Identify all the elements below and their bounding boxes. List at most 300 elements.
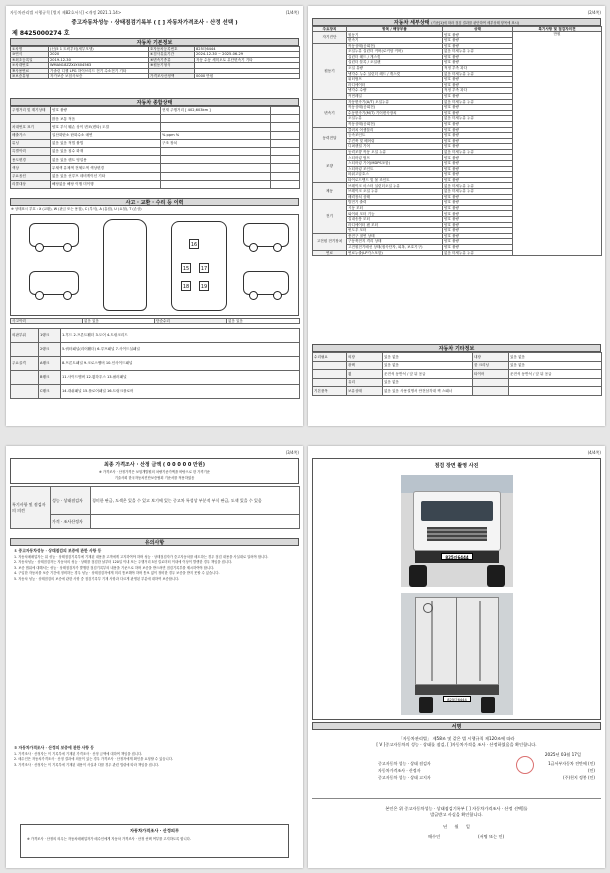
- device-group-label: 동력전달: [313, 127, 347, 149]
- inspector-label: 성능 · 상태점검자: [51, 487, 91, 515]
- parts-rank-row: [11, 343, 300, 357]
- appraiser-label: 가격 · 조사산정자: [51, 515, 91, 529]
- device-status: 양호 불량: [443, 244, 513, 250]
- detail-row: [313, 32, 602, 38]
- device-status: 적정 부족 과다: [443, 65, 513, 71]
- page-2-detail-status: [308, 6, 605, 426]
- notice-paragraph: 4. 구입한 자동차를 보증 기간에 정비하는 경우 성능 · 상태점검자에게 미리 통보해야 하며 통보 없이 정비한 경우 보증을 받지 못할 수 있습니다.: [14, 571, 220, 576]
- divider: [312, 798, 601, 799]
- final-price-note: ※ 가격조사 · 산정가격은 보험개발원의 차량기준가액을 바탕으로 한 가격기준: [99, 470, 210, 474]
- final-price-box: [10, 458, 299, 484]
- field-label: ③연식: [11, 52, 49, 57]
- device-item-label: 연료누출(LP가스포함): [347, 250, 443, 256]
- other-info-row: [313, 370, 602, 379]
- device-item-label: 실린더 블록 / 오일팬: [347, 60, 443, 66]
- status-value: [271, 172, 300, 180]
- notice-subtitle: ① 중고자동차성능 · 상태점검의 보증에 관한 사항 등: [14, 548, 102, 553]
- accident-label: 사고이력: [11, 319, 83, 324]
- appraiser-opinion: [91, 515, 300, 529]
- overall-status-row: [11, 156, 300, 164]
- signature-date: 2025년 03월 17일: [544, 752, 581, 757]
- device-status: 양호 불량: [443, 127, 513, 133]
- status-value: 없음 있음 적법 불법: [51, 139, 161, 147]
- device-item-label: 충전구 절연 상태: [347, 233, 443, 239]
- other-item: 외장: [347, 353, 383, 362]
- status-value: 무채색 유채색 전체도색 색상변경: [51, 164, 161, 172]
- overall-status-row: [11, 131, 300, 139]
- device-item-label: 워터펌프: [347, 77, 443, 83]
- photo-section-title: 점검 장면 촬영 사진: [434, 463, 479, 469]
- status-value: [271, 131, 300, 139]
- device-status: 양호 불량: [443, 211, 513, 217]
- other-value: 운전석 동반석 / 앞 뒤 응급: [509, 370, 602, 379]
- device-status: 없음 미세누유 누유: [443, 49, 513, 55]
- wheel-icon: [63, 243, 72, 252]
- special-notes-label: 특기사항 및 점검자의 의견: [11, 487, 51, 529]
- other-item: 내장: [473, 353, 509, 362]
- device-item-label: 냉각수 누수 실린더 헤드 / 개스킷: [347, 71, 443, 77]
- status-value: [161, 172, 271, 180]
- overall-status-row: [11, 139, 300, 147]
- overall-status-table: [10, 106, 300, 189]
- notice-paragraph: 1. 자동차매매업자는 위 성능 · 상태점검기록부에 기재된 내용을 고객에게 고지하여야 하며 성능 · 상태점검자가 중고자동차를 매도하는 경우 점검 내용을 사실대로 알려야 합니다.: [14, 554, 269, 559]
- receipt-statement: [316, 806, 597, 818]
- status-value: [161, 147, 271, 155]
- device-status: 없음 미세누유 누유: [443, 250, 513, 256]
- appraisal-duty-title: 자동차가격조사 · 산정의무: [129, 828, 179, 833]
- other-group: 기본품목: [313, 387, 347, 396]
- receipt-statement-line: 발급받고 사실을 확인합니다.: [430, 812, 483, 817]
- device-item-label: 커먼레일: [347, 93, 443, 99]
- device-status: 양호 불량: [443, 82, 513, 88]
- other-group: [313, 378, 347, 387]
- signer-role: 중고자동차 성능 · 상태 고지자: [378, 775, 431, 780]
- document-title: 중고자동차성능 · 상태점검기록부 ( [ ] 자동차가격조사 · 산정 선택 ): [71, 20, 238, 26]
- device-item-label: 오일 유량: [347, 65, 443, 71]
- other-item: 보유상태: [347, 387, 383, 396]
- other-item: [473, 378, 509, 387]
- parts-rank-table: [10, 328, 300, 399]
- receipt-signer: 매수인: [428, 834, 441, 839]
- part-rank: 1랭크: [39, 329, 61, 343]
- device-item-label: 냉각수 수량: [347, 88, 443, 94]
- signer-name: (인): [588, 768, 595, 773]
- device-status: 양호 불량: [443, 110, 513, 116]
- status-value: [161, 180, 271, 188]
- field-value: 자가보증 보험사보증: [49, 74, 149, 79]
- truck-rear-photo: [401, 593, 513, 715]
- status-value: [161, 164, 271, 172]
- part-rank: A랭크: [39, 357, 61, 371]
- wheel-icon: [35, 243, 44, 252]
- device-item-label: 브레이크 오일 누유: [347, 189, 443, 195]
- basic-info-table: [10, 46, 300, 79]
- device-item-label: 실내송풍 모터: [347, 217, 443, 223]
- status-label: 리콜대상: [11, 180, 51, 188]
- other-info-row: [313, 387, 602, 396]
- signer-name: 1급서부자동차 전만에 (인): [548, 761, 595, 766]
- status-label: 주행거리 및 계기상태: [11, 107, 51, 115]
- device-item-label: 오일누유 실린더 커버(로커암 커버): [347, 49, 443, 55]
- accident-label: 단순수리: [155, 319, 227, 324]
- device-item-label: 브레이크 마스터 실린더오일 누유: [347, 183, 443, 189]
- device-status: 양호 불량: [443, 138, 513, 144]
- other-group: [313, 361, 347, 370]
- other-value: 있음 없음: [509, 361, 602, 370]
- status-value: [271, 164, 300, 172]
- other-item: 광택: [347, 361, 383, 370]
- page-4-photo-signature: [308, 446, 605, 868]
- license-plate: 825더6444: [443, 696, 471, 702]
- signer-role: 자동차가격조사 · 산정자: [378, 768, 421, 773]
- column-header: 상태: [443, 27, 513, 32]
- device-status: 없음 미세누유 누유: [443, 183, 513, 189]
- other-value: [509, 378, 602, 387]
- accident-value: 없음 있음: [83, 319, 155, 324]
- device-item-label: 자동변속기(A/T) 오일누유: [347, 99, 443, 105]
- signature-statement-line: 「자동차관리법」 제58조 및 같은 법 시행규칙 제120조에 따라: [398, 736, 515, 741]
- device-item-label: 스티어링 조인트: [347, 166, 443, 172]
- status-value: 현재 주행거리 [ 402,603km ]: [161, 107, 271, 115]
- field-label: ⑧원동기형식: [149, 63, 195, 68]
- basic-info-title: 자동차 기본정보: [10, 38, 299, 46]
- page-3-price-notice: [6, 446, 303, 868]
- device-item-label: 고전원전기배선 상태(접속단자, 피복, 보호기구): [347, 244, 443, 250]
- status-value: [271, 115, 300, 123]
- device-status: 양호 불량: [443, 222, 513, 228]
- final-price-standard: 기술사회 한국자동차진단보증협회 기준서를 적용하였음: [114, 476, 195, 480]
- other-info-row: [313, 361, 602, 370]
- other-item: [473, 387, 509, 396]
- device-status: 양호 불량: [443, 172, 513, 178]
- status-value: [161, 123, 271, 131]
- device-item-label: 파워고압호스: [347, 172, 443, 178]
- device-group-label: 조향: [313, 149, 347, 183]
- form-reference: 자동차관리법 시행규칙 [별지 제82호서식] <개정 2021.1.14>: [10, 10, 122, 15]
- device-group-label: 고전원 전기장치: [313, 233, 347, 250]
- device-group-label: 변속기: [313, 99, 347, 127]
- wheel-icon: [63, 291, 72, 300]
- part-group: [11, 343, 39, 357]
- part-rank: B랭크: [39, 371, 61, 385]
- field-value: WMAN18ZZXLY404563: [49, 63, 149, 68]
- detail-status-title: 자동차 세부상태 (기준[1]에 따라 점검 결과를 판단하여 세부상태 항목에 표시): [312, 18, 601, 26]
- device-item-label: 작동상태(공회전): [347, 121, 443, 127]
- device-item-label: 와이퍼 모터 기능: [347, 211, 443, 217]
- status-value: 없음 있음 침수 화재: [51, 147, 161, 155]
- device-status: 양호 불량: [443, 32, 513, 38]
- seal-stamp-icon: [516, 756, 534, 774]
- license-plate: 825더6444: [441, 553, 473, 560]
- field-value: (신)5 1 트럭부터(세부모델): [49, 47, 149, 52]
- device-item-label: 시동 모터: [347, 205, 443, 211]
- signer-row: [378, 774, 595, 781]
- car-top-view: [103, 219, 147, 311]
- accident-history-table: [10, 318, 300, 324]
- notice-paragraph: 5. 자동차 성능 · 상태점검의 보증에 관한 사항 중 점검기록부 기재 사항과 다르게 판명된 부분에 대하여 보증합니다.: [14, 576, 180, 581]
- parts-rank-row: [11, 329, 300, 343]
- overall-status-row: [11, 180, 300, 188]
- field-label: ②자동차등록번호: [149, 47, 195, 52]
- notice-section-1: [14, 549, 295, 583]
- status-value: 없음 있음 렌트 영업용: [51, 156, 161, 164]
- status-value: 구조 장치: [161, 139, 271, 147]
- page-number: (1/4쪽): [285, 10, 299, 15]
- device-status: 없음 미세누유 누유: [443, 189, 513, 195]
- parts-rank-row: [11, 357, 300, 371]
- device-status: 양호 불량: [443, 77, 513, 83]
- status-label: [11, 115, 51, 123]
- overall-status-row: [11, 107, 300, 115]
- notice-paragraph: 1. 가격조사 · 산정자는 이 기록부에 기재된 가격조사 · 산정 금액에 대하여 책임을 집니다.: [14, 751, 143, 756]
- other-value: 있음 없음: [509, 353, 602, 362]
- accident-history-title: 사고 · 교환 · 수리 등 이력: [10, 198, 299, 206]
- status-label: 색상: [11, 164, 51, 172]
- device-status: 양호 불량: [443, 194, 513, 200]
- overall-status-row: [11, 115, 300, 123]
- device-item-label: 등속조인트: [347, 133, 443, 139]
- frame-part-number: 19: [199, 281, 209, 291]
- device-group-label: 원동기: [313, 43, 347, 99]
- field-value: 가솔린 디젤 LPG 하이브리드 전기 수소전기 기타: [49, 68, 149, 73]
- other-info-title: 자동차 기타정보: [312, 344, 601, 352]
- part-rank: C랭크: [39, 385, 61, 399]
- device-item-label: 스티어링 펌프: [347, 155, 443, 161]
- device-item-label: 추진축 및 베어링: [347, 138, 443, 144]
- signer-role: 중고자동차 성능 · 상태 점검자: [378, 761, 431, 766]
- page-1-inspection-record: [6, 6, 303, 426]
- status-value: [271, 139, 300, 147]
- field-label: ⑤최초등록일: [11, 57, 49, 62]
- other-group: [313, 370, 347, 379]
- field-label: ⑦차대번호: [11, 63, 49, 68]
- overall-status-row: [11, 123, 300, 131]
- part-list: 8.프론트패널 9.크로스멤버 10.인사이드패널: [61, 357, 300, 371]
- part-group: [11, 385, 39, 399]
- device-status: 양호 불량: [443, 205, 513, 211]
- device-status: 양호 불량: [443, 233, 513, 239]
- device-item-label: 디퍼렌셜 기어: [347, 144, 443, 150]
- vehicle-diagram-area: [10, 214, 299, 316]
- notice-paragraph: 3. 보증 범위에 대해서는 성능 · 상태점검자가 발행한 점검기록부의 내용을 기준으로 하며 보증을 받으려면 점검기록부를 제시하여야 합니다.: [14, 565, 215, 570]
- status-value: 양호 부식 훼손 상이 변조(변타) 도말: [51, 123, 161, 131]
- other-item: 타이어: [473, 370, 509, 379]
- field-value: 2024-12-30 ~ 2025-06-29: [195, 52, 300, 57]
- device-status: 적정 부족 과다: [443, 88, 513, 94]
- field-label: ①차명: [11, 47, 49, 52]
- signer-row: [378, 767, 595, 774]
- basic-info-row: [11, 74, 300, 79]
- device-status: 없음 미세누유 누유: [443, 99, 513, 105]
- other-value: [509, 387, 602, 396]
- inspector-opinion: 경미한 판금, 도색은 있을 수 있고 보기에 있는 중고차 특성상 부분적 부식 판금, 도색 있을 수 있음: [91, 487, 300, 515]
- accident-value: 없음 있음: [227, 319, 300, 324]
- device-item-label: 동력조향 작동 오일 누유: [347, 149, 443, 155]
- device-status: 없음 미세누유 누유: [443, 149, 513, 155]
- field-label: 가격조사산정액: [149, 74, 195, 79]
- accident-history-row: [11, 319, 300, 324]
- device-item-label: 배력장치 상태: [347, 194, 443, 200]
- photo-section: [312, 458, 601, 720]
- device-status: 양호 불량: [443, 43, 513, 49]
- wheel-icon: [249, 291, 258, 300]
- device-status: 양호 불량: [443, 177, 513, 183]
- status-label: 특별이력: [11, 147, 51, 155]
- device-status: 양호 불량: [443, 38, 513, 44]
- field-value: 825더6444: [195, 47, 300, 52]
- device-status: 양호 불량: [443, 200, 513, 206]
- wheel-icon: [273, 243, 282, 252]
- status-label: 용도변경: [11, 156, 51, 164]
- device-item-label: 라디에이터: [347, 82, 443, 88]
- device-item-label: 클러치 어셈블리: [347, 127, 443, 133]
- document-number: 제 8425000274 호: [12, 30, 70, 37]
- field-value: 2020: [49, 52, 149, 57]
- status-value: [271, 123, 300, 131]
- notice-paragraph: 2. 자동차성능 · 상태점검자는 자동차의 성능 · 상태를 점검한 날부터 120일 이내 또는 주행거리 5천 킬로미터 이내에 이상이 발생한 경우 책임을 집니다.: [14, 560, 233, 565]
- field-value: 0000 만원: [195, 74, 300, 79]
- status-value: 없음 있음 선루프 네비게이션 기타: [51, 172, 161, 180]
- status-value: 많음 보통 적음: [51, 115, 161, 123]
- device-group-label: 제동: [313, 183, 347, 200]
- device-item-label: 작동상태(공회전): [347, 105, 443, 111]
- parts-rank-row: [11, 371, 300, 385]
- column-header: 항목 / 해당부품: [347, 27, 443, 32]
- other-info-table: [312, 352, 602, 396]
- status-value: [271, 156, 300, 164]
- device-status: 양호 불량: [443, 60, 513, 66]
- overall-status-row: [11, 164, 300, 172]
- device-status: 양호 불량: [443, 144, 513, 150]
- wheel-icon: [273, 291, 282, 300]
- frame-part-number: 15: [181, 263, 191, 273]
- field-value: 자동 수동 세미오토 무단변속기 기타: [195, 57, 300, 62]
- notice-title: 유의사항: [10, 538, 299, 546]
- device-status: 양호 불량: [443, 155, 513, 161]
- field-label: ⑥변속기종류: [149, 57, 195, 62]
- device-status: 양호 불량: [443, 121, 513, 127]
- device-status: 양호 불량: [443, 161, 513, 167]
- status-value: [271, 180, 300, 188]
- frame-part-number: 16: [189, 239, 199, 249]
- other-item: 룸 크리닝: [473, 361, 509, 370]
- part-group: 외판부위: [11, 329, 39, 343]
- signature-statement: [316, 736, 597, 748]
- part-rank: 2랭크: [39, 343, 61, 357]
- device-item-label: 라디에이터 팬 모터: [347, 222, 443, 228]
- page-number: (2/4쪽): [587, 10, 601, 15]
- status-label: 배출가스: [11, 131, 51, 139]
- device-item-label: 타이로드엔드 및 볼 조인트: [347, 177, 443, 183]
- column-header: 주요장치: [313, 27, 347, 32]
- device-status: 양호 불량: [443, 133, 513, 139]
- status-label: 튜닝: [11, 139, 51, 147]
- overall-status-title: 자동차 종합상태: [10, 98, 299, 106]
- device-status: 양호 불량: [443, 228, 513, 234]
- doc-number-value: 8425000274: [19, 30, 62, 37]
- field-label: ⑨사용연료: [11, 68, 49, 73]
- detail-status-table: [312, 26, 602, 256]
- overall-status-row: [11, 172, 300, 180]
- device-status: 양호 불량: [443, 54, 513, 60]
- truck-front-photo: [401, 475, 513, 587]
- wheel-icon: [249, 243, 258, 252]
- signer-row: [378, 760, 595, 767]
- signature-statement-line: [ V ]중고자동차의 성능 · 상태를 점검, [ ]자동차가격을 조사 · 산정하였음을 확인합니다.: [376, 742, 537, 747]
- signature-title: 서명: [312, 722, 601, 730]
- status-label: 주요옵션: [11, 172, 51, 180]
- device-status: 양호 불량: [443, 93, 513, 99]
- field-label: ⑩보증유형: [11, 74, 49, 79]
- device-group-label: 연료: [313, 250, 347, 256]
- appraisal-duty-text: ※ 가격조사 · 산정의 의무는 자동차매매업자가 매수인에게 자동차 가격조사 · 산정 선택 여부를 고지하도록 합니다.: [27, 837, 191, 841]
- field-label: ④검사유효기간: [149, 52, 195, 57]
- other-item: 휠: [347, 370, 383, 379]
- frame-part-number: 18: [181, 281, 191, 291]
- special-notes-table: [10, 486, 300, 529]
- field-value: 2019-12-30: [49, 57, 149, 62]
- device-item-label: 실린더 헤드 / 개스킷: [347, 54, 443, 60]
- other-info-row: [313, 378, 602, 387]
- parts-rank-row: [11, 385, 300, 399]
- notice-paragraph: 2. 매수인은 자동차가격조사 · 산정 결과에 의문이 있는 경우 가격조사 · 산정자에게 확인을 요청할 수 있습니다.: [14, 757, 173, 762]
- status-value: [161, 115, 271, 123]
- final-price-title: 최종 가격조사 · 산정 금액: [104, 462, 162, 468]
- device-status: 없음 미세누유 누유: [443, 116, 513, 122]
- status-value: [271, 147, 300, 155]
- device-status: 없음 미세누유 누유: [443, 71, 513, 77]
- receipt-date: 년 월 일: [443, 824, 470, 829]
- device-group-label: 자기진단: [313, 32, 347, 43]
- other-value: 운전석 동반석 / 앞 뒤 응급: [383, 370, 473, 379]
- device-status: 양호 불량: [443, 217, 513, 223]
- part-list: 11.사이드멤버 12.휠하우스 13.필러패널: [61, 371, 300, 385]
- other-value: 없음 있음 사용설명서 안전삼각대 잭 스패너: [383, 387, 473, 396]
- final-price-value: ( 0 0 0 0 0 만원): [162, 462, 205, 468]
- notice-section-2: [14, 746, 295, 768]
- device-item-label: 구동축전지 격리 상태: [347, 239, 443, 245]
- inspector-opinion-cell: 만원: [513, 32, 602, 256]
- other-value: 있음 없음: [383, 378, 473, 387]
- device-status: 양호 불량: [443, 239, 513, 245]
- device-item-label: 윈도우 모터: [347, 228, 443, 234]
- device-status: 양호 불량: [443, 166, 513, 172]
- other-value: 있음 없음: [383, 361, 473, 370]
- other-item: 유리: [347, 378, 383, 387]
- device-item-label: 발전기 출력: [347, 200, 443, 206]
- part-list: 5.쿼터패널(리어휀더) 6.루프패널 7.사이드실패널: [61, 343, 300, 357]
- status-value: [161, 156, 271, 164]
- receipt-statement-line: 본인은 위 중고자동차성능 · 상태점검기록부 [ ] 자동차가격조사 · 산정 선택]를: [385, 806, 528, 811]
- column-header: 특기사항 및 점검자의견: [513, 27, 602, 32]
- device-item-label: 수동변속기(M/T) 기어변속장치: [347, 110, 443, 116]
- status-value: 일산화탄소 탄화수소 매연: [51, 131, 161, 139]
- status-value: 양호 불량: [51, 107, 161, 115]
- receipt-sign: (서명 또는 인): [478, 834, 505, 839]
- other-value: 있음 없음: [383, 353, 473, 362]
- device-group-label: 전기: [313, 200, 347, 234]
- device-item-label: 오일누유: [347, 116, 443, 122]
- page-number: (3/4쪽): [285, 450, 299, 455]
- appraisal-duty-box: [20, 824, 289, 858]
- status-value: 해당없음 해당 이행 미이행: [51, 180, 161, 188]
- device-item-label: 원동기: [347, 32, 443, 38]
- signer-name: (주)천지 정봉 (인): [563, 775, 595, 780]
- part-group: 주요골격: [11, 357, 39, 371]
- device-item-label: 작동상태(공회전): [347, 43, 443, 49]
- other-group: 수리필요: [313, 353, 347, 362]
- part-list: 14.대쉬패널 15.플로어패널 16.트렁크플로어: [61, 385, 300, 399]
